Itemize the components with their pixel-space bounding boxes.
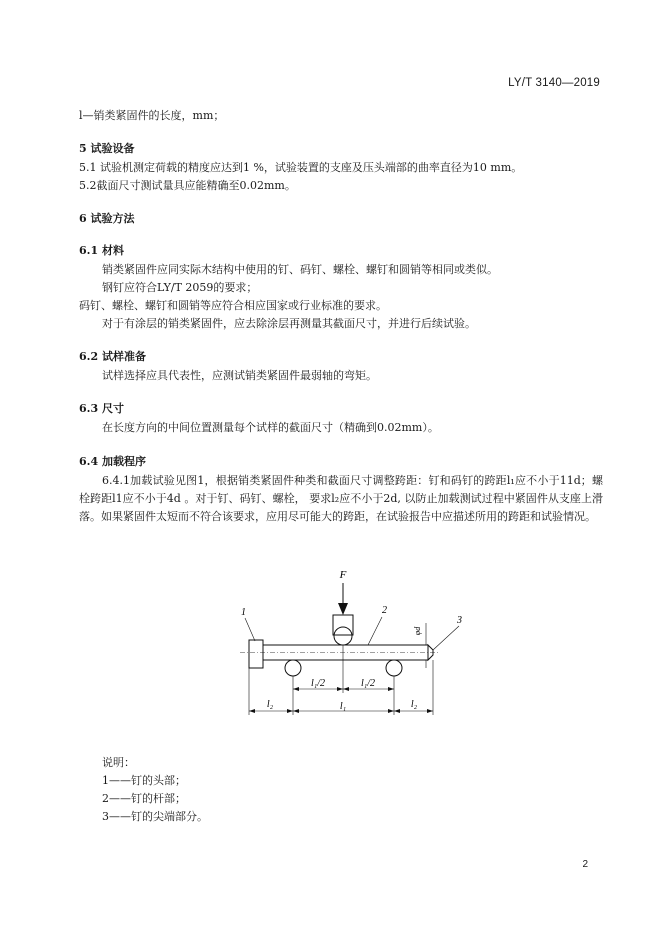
document-code: LY/T 3140—2019 [508, 77, 600, 89]
figure-1-bending-test-diagram [230, 565, 462, 715]
support-right [386, 660, 402, 676]
section-6-3-heading: 6.3 尺寸 [79, 402, 124, 415]
loading-head [333, 615, 353, 635]
section-6-4-1-paragraph: 6.4.1加载试验见图1，根据销类紧固件种类和截面尺寸调整跨距：钉和码钉的跨距l₁应不小于11d；螺栓跨距l1应不小于4d 。对于钉、码钉、螺栓， 要求l₂应不小于2d, 以防止加载测试过程中紧固件从支座上滑落。如果紧固件太短而不符合该要求，应用尽可能大的跨距，在试验报告中应描述所用的跨距和试验情况。 [79, 474, 603, 523]
half-span-right-label: l₁/2 [360, 678, 376, 689]
half-span-left-label: l₁/2 [310, 678, 326, 689]
section-6-1-line-2: 钢钉应符合LY/T 2059的要求； [102, 281, 258, 294]
force-label: F [339, 569, 347, 581]
legend-item-1: 1——钉的头部； [102, 774, 186, 787]
legend-title: 说明： [102, 756, 135, 769]
section-6-1-line-1: 销类紧固件应同实际木结构中使用的钉、码钉、螺栓、螺钉和圆销等相同或类似。 [102, 263, 498, 276]
section-5-1-text: 5.1 试验机测定荷载的精度应达到1 %，试验装置的支座及压头端部的曲率直径为10 mm。 [79, 161, 523, 174]
page-number: 2 [582, 859, 588, 870]
overhang-right-label: l₂ [410, 699, 418, 710]
section-6-1-heading: 6.1 材料 [79, 244, 124, 257]
legend-item-2: 2——钉的杆部； [102, 792, 186, 805]
callout-3: 3 [457, 615, 462, 626]
section-5-heading: 5 试验设备 [79, 142, 135, 155]
section-6-1-line-4: 对于有涂层的销类紧固件，应去除涂层再测量其截面尺寸，并进行后续试验。 [102, 317, 476, 330]
section-6-2-line-1: 试样选择应具代表性，应测试销类紧固件最弱轴的弯矩。 [102, 369, 377, 382]
definition-line: l—销类紧固件的长度，mm； [79, 109, 225, 122]
overhang-left-label: l₂ [266, 699, 274, 710]
force-arrow [338, 583, 348, 615]
section-6-3-line-1: 在长度方向的中间位置测量每个试样的截面尺寸（精确到0.02mm）。 [102, 421, 439, 434]
diameter-label: φd [413, 626, 422, 636]
nail-head [249, 640, 263, 668]
loading-head-tip [334, 627, 352, 645]
callout-1: 1 [241, 607, 246, 618]
section-6-2-heading: 6.2 试样准备 [79, 350, 146, 363]
section-5-2-text: 5.2截面尺寸测试量具应能精确至0.02mm。 [79, 179, 296, 192]
section-6-4-heading: 6.4 加载程序 [79, 455, 146, 468]
legend-item-3: 3——钉的尖端部分。 [102, 810, 208, 823]
callout-2: 2 [382, 605, 387, 616]
section-6-1-line-3: 码钉、螺栓、螺钉和圆销等应符合相应国家或行业标准的要求。 [79, 299, 387, 312]
support-left [285, 660, 301, 676]
span-label: l₁ [339, 701, 347, 712]
section-6-heading: 6 试验方法 [79, 212, 135, 225]
